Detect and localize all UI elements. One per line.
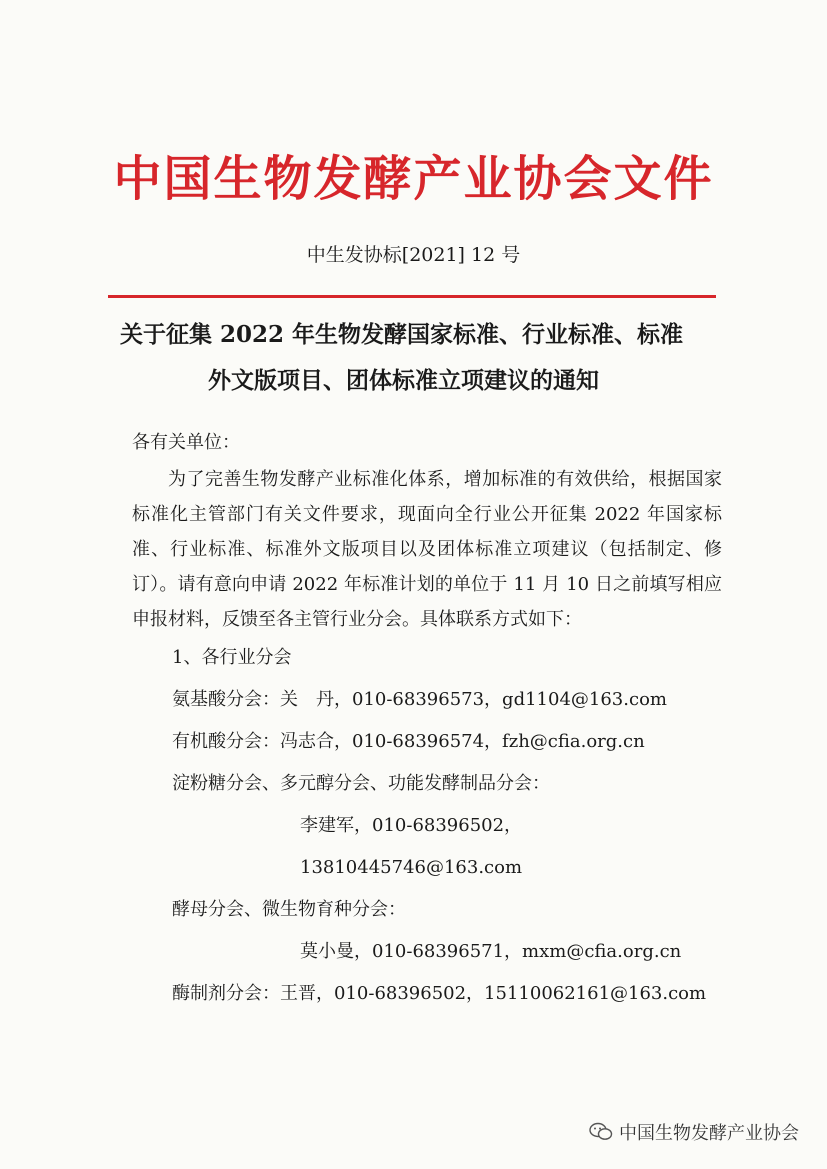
watermark [589, 1119, 799, 1145]
section-heading: 1、各行业分会 [172, 647, 292, 668]
contact-organic-acid: 有机酸分会：冯志合，010-68396574，fzh@cfia.org.cn [172, 731, 645, 752]
org-header-title: 中国生物发酵产业协会文件 [113, 151, 714, 207]
watermark-text: 中国生物发酵产业协会 [619, 1123, 799, 1144]
contact-starch: 李建军，010-68396502，13810445746@163.com [300, 815, 523, 878]
document-number: 中生发协标[2021] 12 号 [306, 244, 521, 266]
notice-body [132, 425, 722, 1015]
notice-title [120, 312, 740, 404]
wechat-icon [589, 1122, 613, 1142]
red-divider [108, 295, 716, 298]
contact-starch-label: 淀粉糖分会、多元醇分会、功能发酵制品分会： [172, 773, 550, 794]
greeting: 各有关单位： [132, 432, 240, 453]
main-paragraph: 为了完善生物发酵产业标准化体系，增加标准的有效供给，根据国家标准化主管部门有关文件要求，现面向全行业公开征集 2022 年国家标准、行业标准、标准外文版项目以及团体标准立项建议（包括制定、修订）。请有意向申请 2022 年标准计划的单位于 11 月 10 日之前填写相应申报材料，反馈至各主管行业分会。具体联系方式如下： [132, 469, 722, 630]
contact-enzyme: 酶制剂分会：王晋，010-68396502，15110062161@163.com [172, 983, 707, 1004]
notice-title-line2: 外文版项目、团体标准立项建议的通知 [208, 367, 599, 394]
contact-amino-acid: 氨基酸分会：关 丹，010-68396573，gd1104@163.com [172, 689, 667, 710]
contact-yeast: 莫小曼，010-68396571，mxm@cfia.org.cn [300, 941, 682, 962]
notice-title-line1: 关于征集 2022 年生物发酵国家标准、行业标准、标准 [120, 321, 684, 348]
contact-yeast-label: 酵母分会、微生物育种分会： [172, 899, 406, 920]
